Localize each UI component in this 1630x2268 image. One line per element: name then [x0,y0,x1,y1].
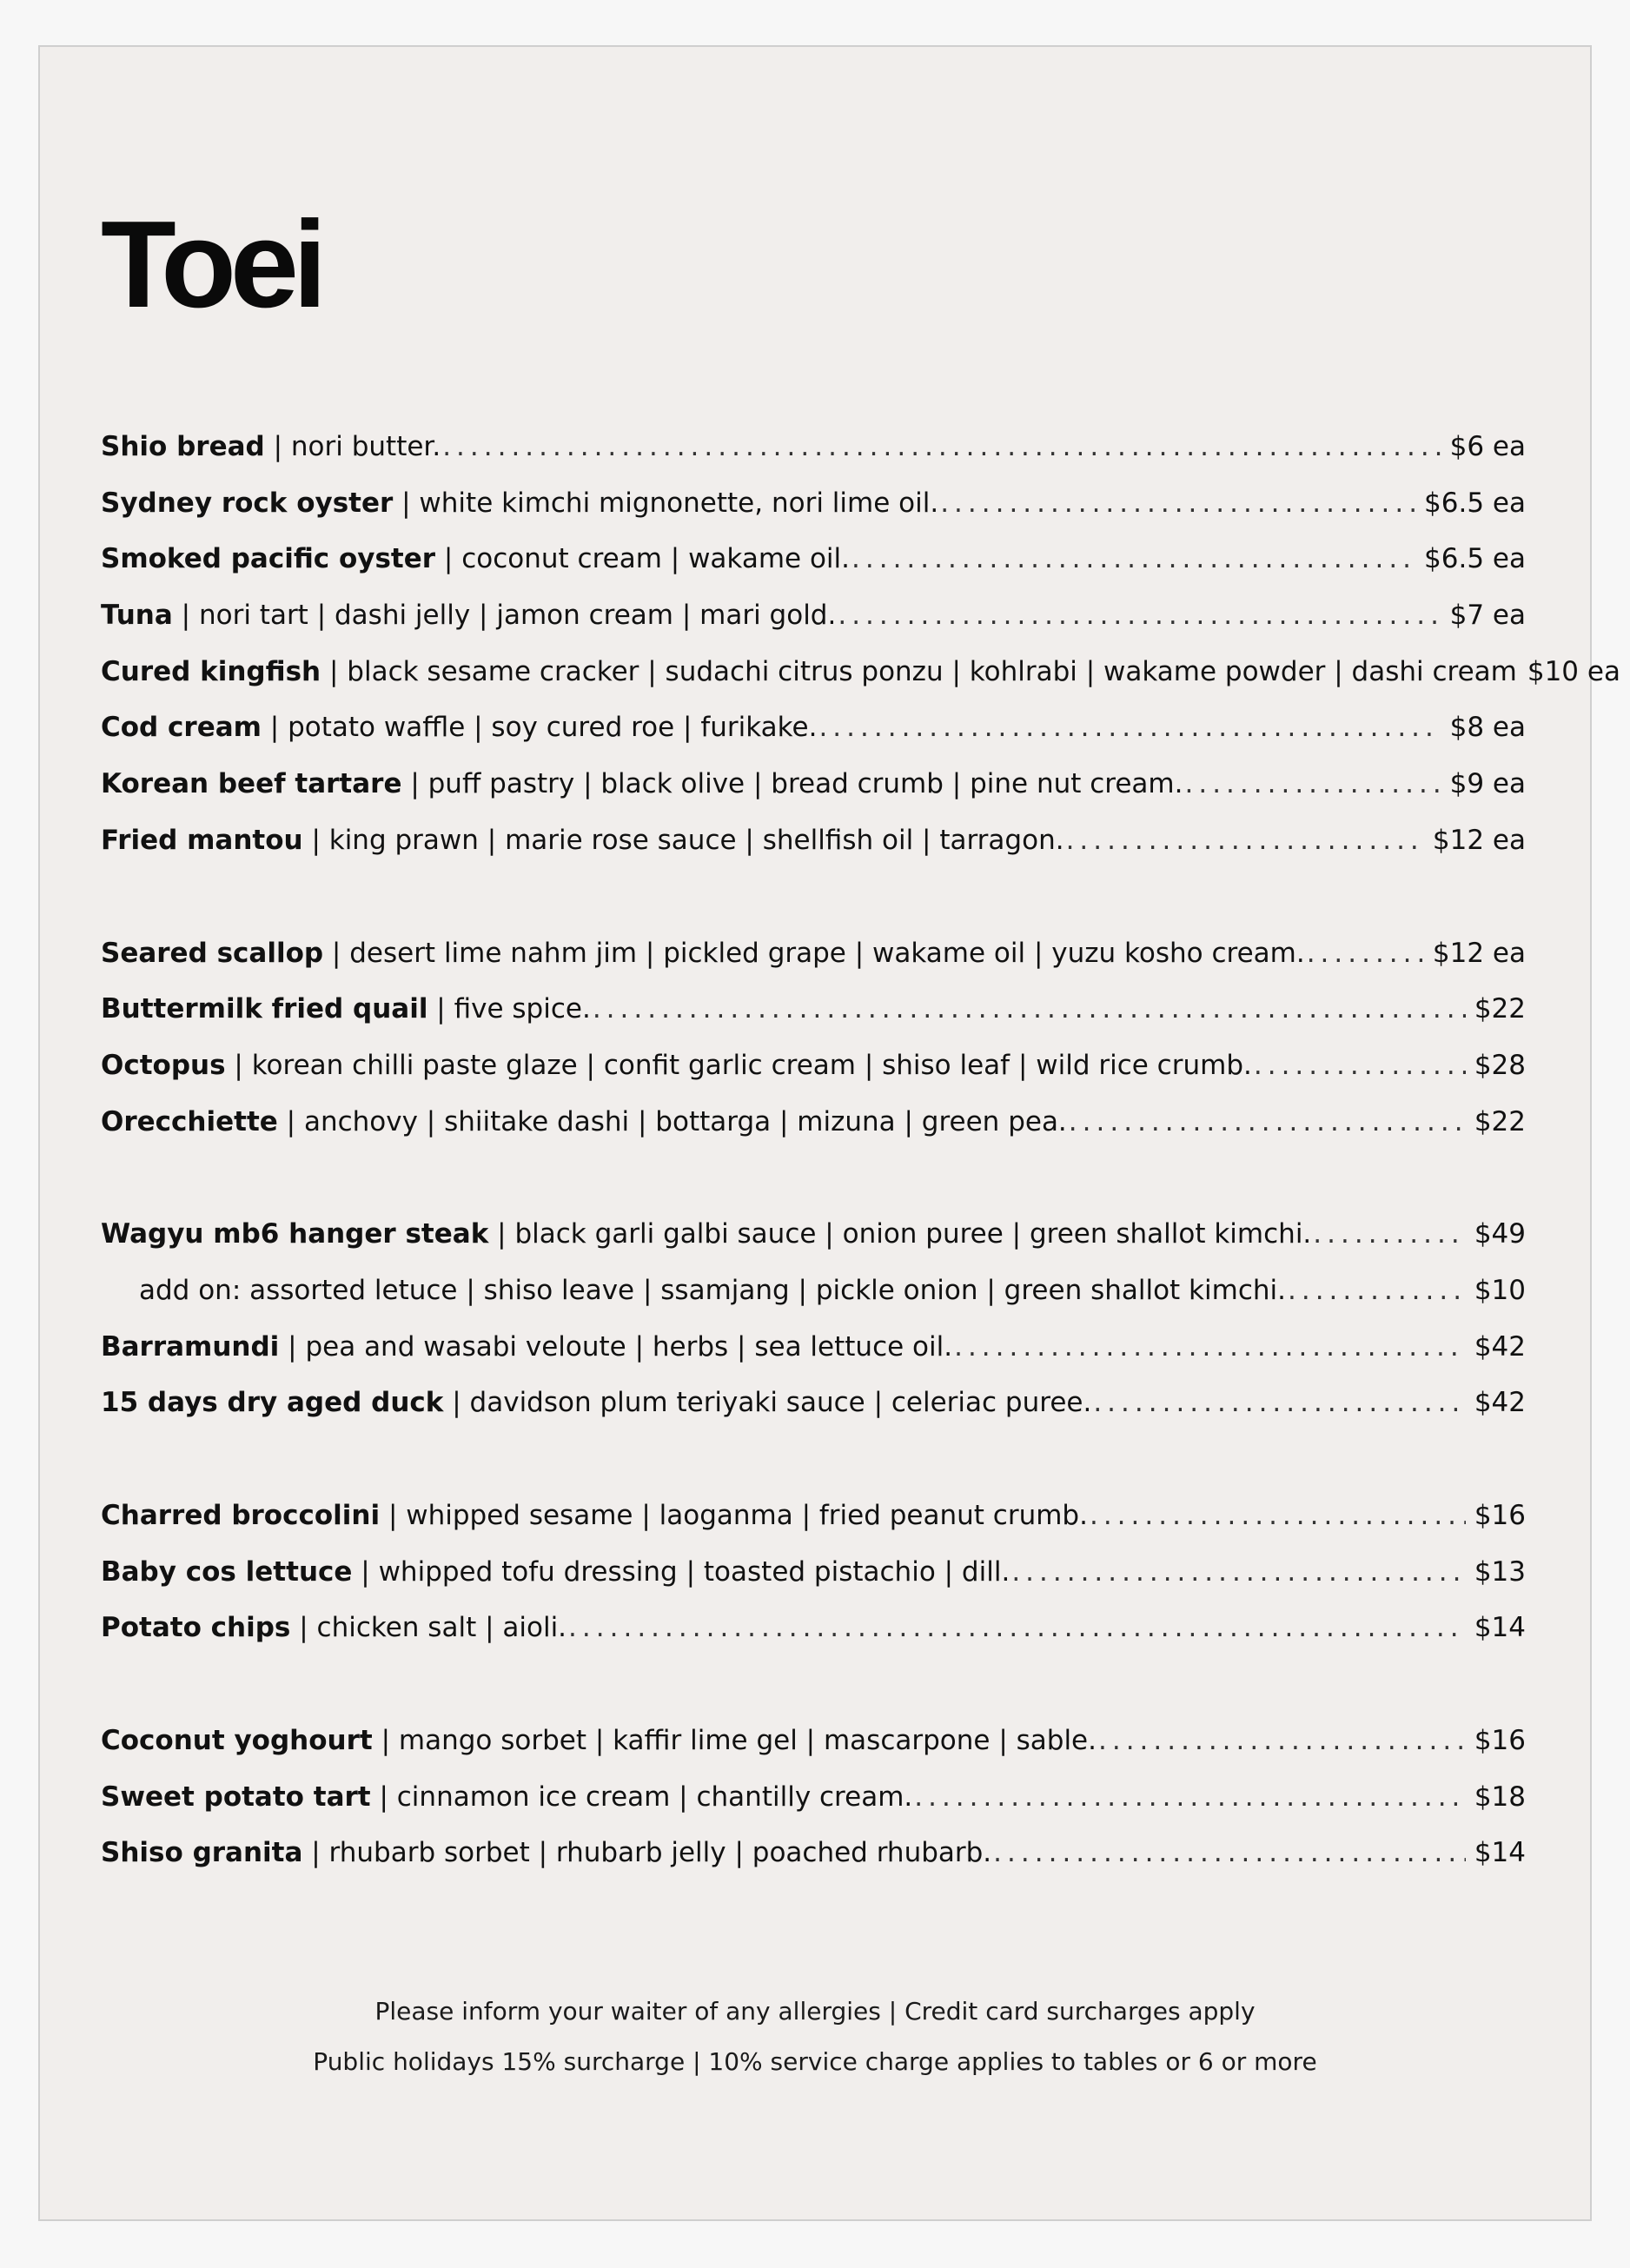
dot-leader [838,600,1441,631]
item-description: | potato waffle | soy cured roe | furikake. [261,712,818,744]
item-price: $22 [1474,993,1526,1025]
item-price: $12 ea [1432,937,1526,969]
item-description: | mango sorbet | kaffir lime gel | mascarpone | sable. [372,1725,1097,1757]
dot-leader [954,1331,1466,1363]
menu-item [101,431,1526,487]
menu-item [101,1331,1526,1388]
item-name: Orecchiette [101,1105,278,1137]
menu-item [101,1218,1526,1275]
item-description: | coconut cream | wakame oil. [435,543,851,575]
item-name: Wagyu mb6 hanger steak [101,1218,489,1250]
item-price: $9 ea [1449,768,1526,800]
item-name: Smoked pacific oyster [101,543,436,575]
item-price: $14 [1474,1837,1526,1869]
item-price: $14 [1474,1612,1526,1644]
item-description: | nori butter. [264,431,441,462]
item-description: | davidson plum teriyaki sauce | celeriac puree. [443,1387,1092,1419]
menu-item [101,655,1620,713]
dot-leader [940,487,1415,519]
menu-item [101,1612,1526,1668]
item-name: Coconut yoghourt [101,1725,373,1757]
item-price: $10 ea [1527,655,1620,687]
item-price: $49 [1474,1218,1526,1250]
item-price: $6.5 ea [1424,487,1526,519]
dot-leader [1307,938,1424,969]
dot-leader [1093,1387,1466,1418]
item-price: $13 [1474,1555,1526,1588]
dot-leader [1011,1556,1466,1588]
item-price: $12 ea [1432,824,1526,856]
item-name: Potato chips [101,1612,291,1644]
menu-section-small-plates [101,938,1526,1163]
item-price: $7 ea [1449,600,1526,632]
item-description: | white kimchi mignonette, nori lime oil. [393,487,939,519]
item-description: | king prawn | marie rose sauce | shellfish oil | tarragon. [302,824,1064,856]
dot-leader [914,1781,1466,1813]
dot-leader [818,712,1441,743]
item-price: $8 ea [1449,712,1526,744]
item-name: Sweet potato tart [101,1781,371,1813]
menu-item [101,1500,1526,1556]
item-name: Cured kingfish [101,655,321,687]
menu-item [101,1781,1526,1838]
item-name: Charred broccolini [101,1500,381,1531]
footer-allergy-note: Please inform your waiter of any allergies | Credit card surcharges apply [374,1997,1256,2026]
menu-item [101,487,1526,544]
menu-item [101,600,1526,656]
menu-item [101,1556,1526,1613]
dot-leader [851,543,1415,574]
dot-leader [1066,825,1424,856]
dot-leader [1069,1106,1466,1137]
menu-item [101,938,1526,994]
item-description: | five spice. [427,993,591,1025]
item-description: | pea and wasabi veloute | herbs | sea lettuce oil. [279,1330,953,1363]
menu-item [101,1050,1526,1106]
item-description: | desert lime nahm jim | pickled grape | wakame oil | yuzu kosho cream. [323,937,1305,969]
dot-leader [1288,1275,1466,1306]
item-name: Tuna [101,600,173,632]
item-description: | puff pastry | black olive | bread crumb | pine nut cream. [401,768,1183,800]
dot-leader [993,1837,1466,1868]
item-price: $6.5 ea [1424,543,1526,575]
menu-page [38,45,1620,2221]
dot-leader [1090,1500,1466,1531]
item-price: $22 [1474,1105,1526,1137]
item-description: | anchovy | shiitake dashi | bottarga | mizuna | green pea. [277,1105,1067,1137]
item-price: $42 [1474,1330,1526,1363]
item-description: | rhubarb sorbet | rhubarb jelly | poached rhubarb. [302,1837,992,1869]
item-name: Seared scallop [101,937,324,969]
menu-item [101,1106,1526,1163]
menu-section-sides [101,1500,1526,1668]
dot-leader [1098,1725,1466,1756]
menu-item [101,993,1526,1050]
item-description: | whipped tofu dressing | toasted pistachio | dill. [352,1555,1010,1588]
item-description: | whipped sesame | laoganma | fried peanut crumb. [380,1500,1088,1531]
dot-leader [1313,1218,1466,1250]
item-description: | black sesame cracker | sudachi citrus ponzu | kohlrabi | wakame powder | dashi cream [321,655,1517,687]
restaurant-title: Toei [101,196,321,334]
item-price: $10 [1474,1274,1526,1306]
item-name: Korean beef tartare [101,768,402,800]
item-name: Barramundi [101,1330,280,1363]
footer-surcharge-note: Public holidays 15% surcharge | 10% service charge applies to tables or 6 or more [313,2047,1317,2076]
dot-leader [568,1612,1466,1643]
item-description: | korean chilli paste glaze | confit garlic cream | shiso leaf | wild rice crumb. [225,1049,1252,1081]
dot-leader [1254,1050,1466,1081]
item-price: $6 ea [1449,431,1526,462]
menu-item [101,1725,1526,1781]
menu-list [101,431,1620,1950]
item-price: $42 [1474,1387,1526,1419]
dot-leader [1184,768,1441,799]
menu-item-add-on [101,1275,1526,1331]
item-description: | nori tart | dashi jelly | jamon cream | mari gold. [172,600,837,632]
item-description: | black garli galbi sauce | onion puree | green shallot kimchi. [488,1218,1312,1250]
menu-item [101,712,1526,768]
item-name: Sydney rock oyster [101,487,394,519]
item-name: Shiso granita [101,1837,303,1869]
item-name: Cod cream [101,712,262,744]
item-price: $28 [1474,1049,1526,1081]
menu-section-snacks [101,431,1620,881]
item-price: $16 [1474,1500,1526,1531]
item-name: Shio bread [101,431,265,462]
item-name: 15 days dry aged duck [101,1387,444,1419]
item-name: Octopus [101,1049,226,1081]
item-description: add on: assorted letuce | shiso leave | ssamjang | pickle onion | green shallot kimchi. [139,1274,1286,1306]
dot-leader [442,431,1441,462]
menu-footer [40,1986,1590,2087]
menu-item [101,825,1526,881]
item-description: | chicken salt | aioli. [290,1612,567,1644]
menu-item [101,1387,1526,1443]
item-name: Baby cos lettuce [101,1555,353,1588]
item-name: Buttermilk fried quail [101,993,428,1025]
menu-section-desserts [101,1725,1526,1893]
menu-item [101,768,1526,825]
menu-item [101,543,1526,600]
item-description: | cinnamon ice cream | chantilly cream. [370,1781,913,1813]
item-price: $16 [1474,1725,1526,1757]
menu-section-mains [101,1218,1526,1443]
item-price: $18 [1474,1781,1526,1813]
dot-leader [593,993,1466,1025]
item-name: Fried mantou [101,824,303,856]
menu-item [101,1837,1526,1893]
